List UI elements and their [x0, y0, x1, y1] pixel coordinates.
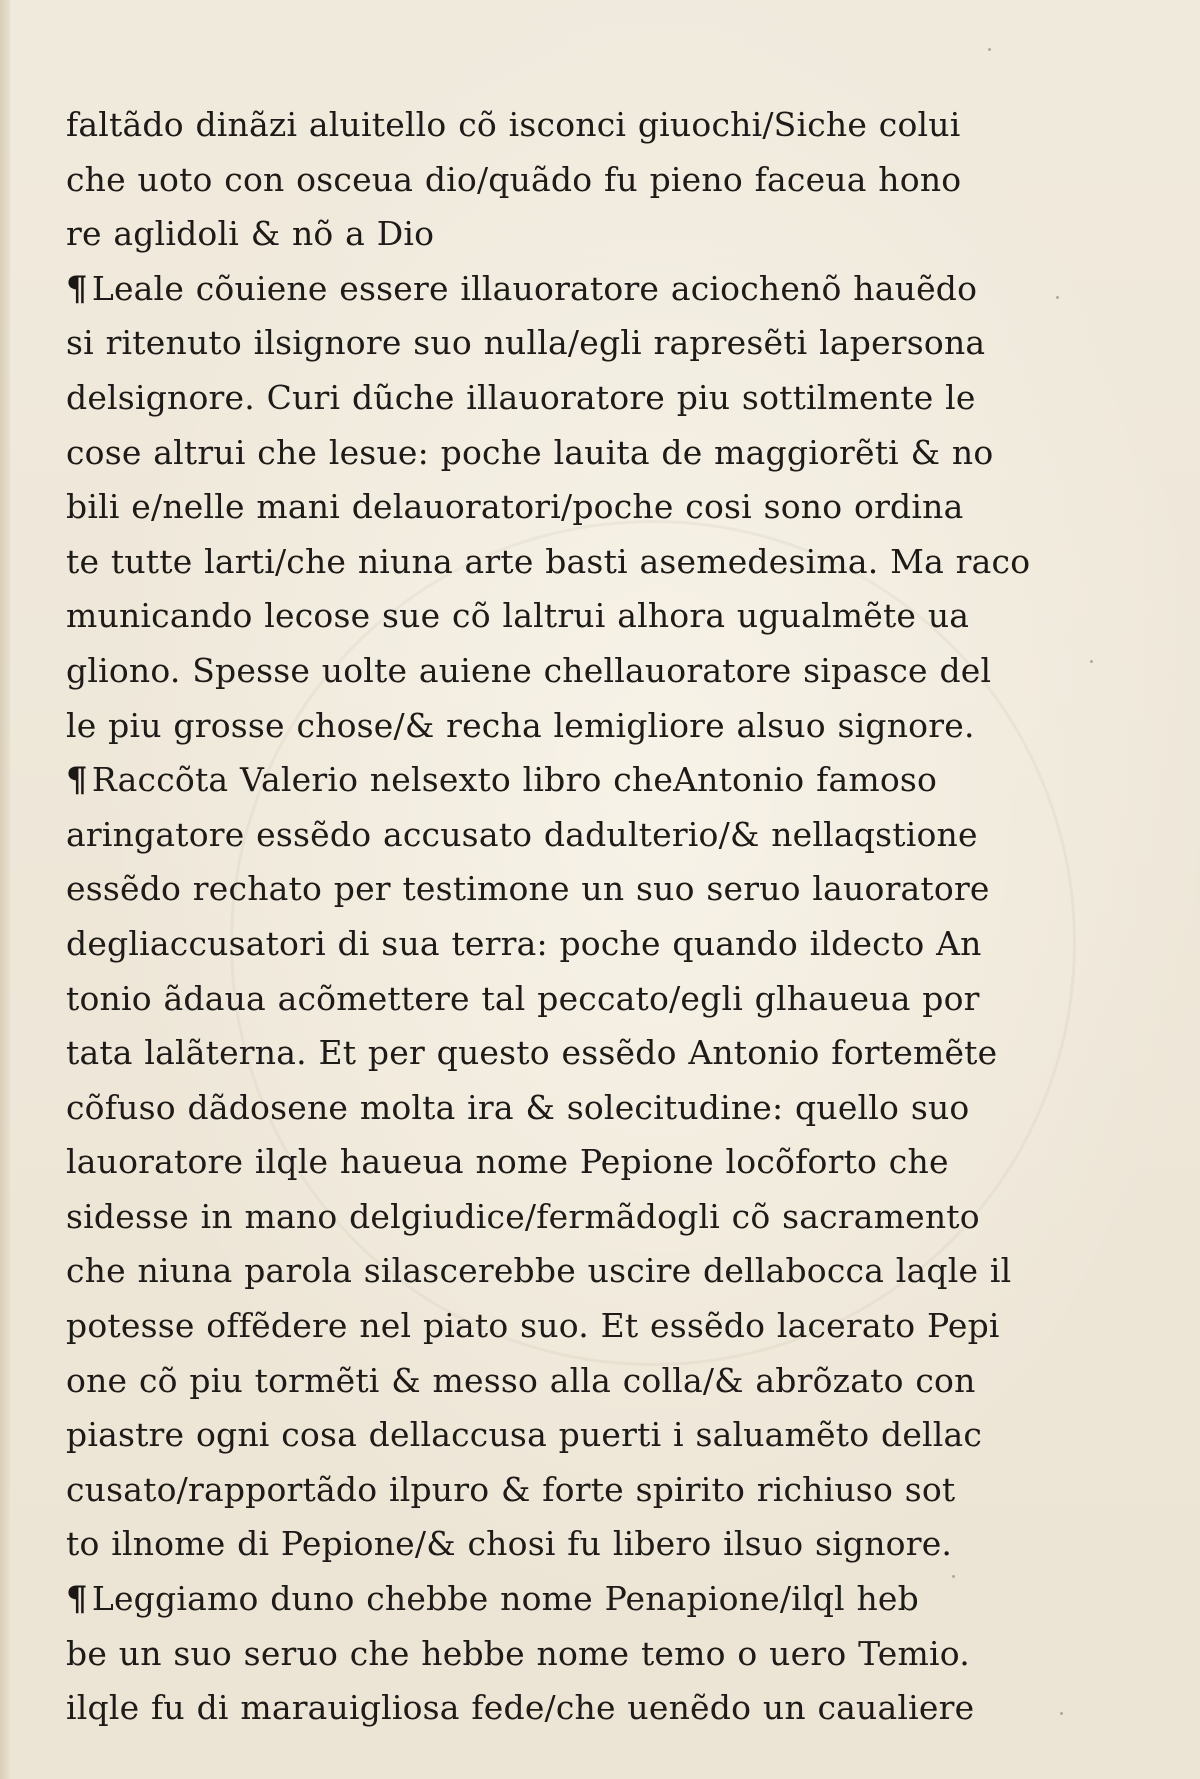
paragraph-mark: ¶ — [66, 1579, 88, 1620]
text-line: tonio ãdaua acõmettere tal peccato/egli glhaueua por — [66, 978, 980, 1018]
text-line: faltãdo dinãzi aluitello cõ isconci giuochi/Siche colui — [66, 105, 961, 144]
text-line: cusato/rapportãdo ilpuro & forte spirito richiuso sot — [66, 1469, 956, 1509]
text-line: ¶ Leale cõuiene essere illauoratore aciochenõ hauẽdo — [66, 268, 978, 309]
text-line: lauoratore ilqle haueua nome Pepione locõforto che — [66, 1142, 949, 1182]
text-line: che niuna parola silascerebbe uscire dellabocca laqle il — [66, 1251, 1012, 1291]
text-line: to ilnome di Pepione/& chosi fu libero ilsuo signore. — [66, 1524, 953, 1564]
text-line: degliaccusatori di sua terra: poche quando ildecto An — [66, 923, 982, 963]
text-line: ilqle fu di marauigliosa fede/che uenẽdo un caualiere — [66, 1688, 975, 1728]
text-line: delsignore. Curi dũche illauoratore piu sottilmente le — [66, 377, 976, 417]
text-line: tata lalãterna. Et per questo essẽdo Antonio fortemẽte — [66, 1033, 998, 1073]
text-line: gliono. Spesse uolte auiene chellauoratore sipasce del — [66, 650, 992, 690]
text-line: ¶ Raccõta Valerio nelsexto libro cheAntonio famoso — [66, 760, 938, 801]
paper-speck — [952, 1575, 955, 1578]
incunable-text-block — [66, 98, 1031, 1736]
paragraph-mark: ¶ — [66, 760, 88, 801]
text-line: le piu grosse chose/& recha lemigliore alsuo signore. — [66, 705, 975, 745]
text-line: one cõ piu tormẽti & messo alla colla/& abrõzato con — [66, 1360, 976, 1400]
text-line: ¶ Leggiamo duno chebbe nome Penapione/ilql heb — [66, 1579, 919, 1620]
text-line: bili e/nelle mani delauoratori/poche cosi sono ordina — [66, 487, 964, 527]
text-line: essẽdo rechato per testimone un suo seruo lauoratore — [66, 869, 990, 909]
paper-speck — [1056, 296, 1059, 299]
text-line: te tutte larti/che niuna arte basti asemedesima. Ma raco — [66, 541, 1031, 581]
paper-speck — [988, 48, 991, 51]
text-line: che uoto con osceua dio/quãdo fu pieno faceua hono — [66, 159, 962, 199]
page-gutter-edge — [0, 0, 10, 1779]
text-line: si ritenuto ilsignore suo nulla/egli rapresẽti lapersona — [66, 323, 986, 363]
text-line: cõfuso dãdosene molta ira & solecitudine: quello suo — [66, 1087, 970, 1127]
text-line: municando lecose sue cõ laltrui alhora ugualmẽte ua — [66, 596, 970, 636]
text-line: be un suo seruo che hebbe nome temo o uero Temio. — [66, 1633, 970, 1673]
text-line: cose altrui che lesue: poche lauita de maggiorẽti & no — [66, 432, 994, 472]
text-line: piastre ogni cosa dellaccusa puerti i saluamẽto dellac — [66, 1415, 983, 1455]
text-line: potesse offẽdere nel piato suo. Et essẽdo lacerato Pepi — [66, 1306, 1000, 1346]
text-line: re aglidoli & nõ a Dio — [66, 214, 435, 254]
paper-speck — [1060, 1712, 1063, 1715]
paragraph-mark: ¶ — [66, 268, 88, 309]
text-line: sidesse in mano delgiudice/fermãdogli cõ sacramento — [66, 1196, 980, 1236]
paper-speck — [1090, 660, 1093, 663]
text-line: aringatore essẽdo accusato dadulterio/& nellaqstione — [66, 814, 978, 854]
